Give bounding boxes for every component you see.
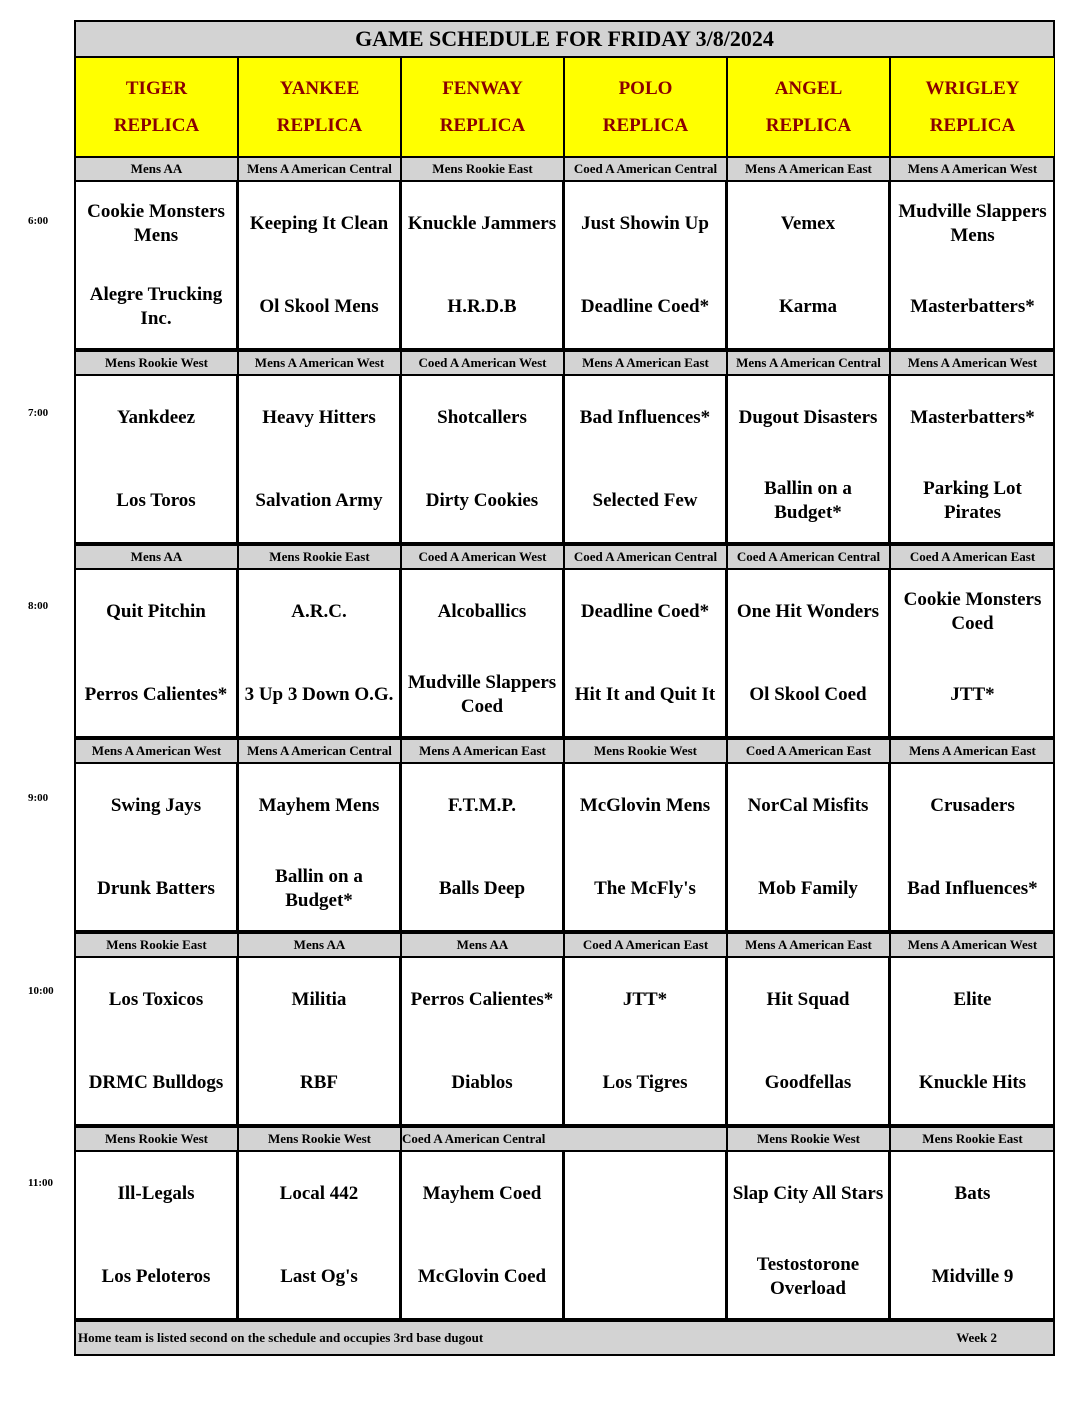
home-team: Knuckle Hits [918, 1071, 1027, 1093]
league-label: Mens A American West [239, 352, 402, 374]
league-label: Coed A American East [909, 549, 1036, 564]
league-label: Mens Rookie East [239, 546, 402, 568]
game-cell [565, 182, 728, 348]
game-cell [891, 376, 1054, 542]
home-team: DRMC Bulldogs [88, 1071, 224, 1093]
league-row [76, 158, 1053, 182]
league-label: Mens Rookie West [239, 1128, 402, 1150]
home-team: Balls Deep [438, 877, 526, 899]
away-team: Shotcallers [437, 406, 527, 428]
home-team: Salvation Army [255, 489, 383, 511]
time-label: 10:00 [28, 985, 54, 997]
league-label: Mens Rookie West [565, 740, 728, 762]
game-cell [891, 570, 1054, 736]
field-header [239, 58, 402, 156]
away-team: Bad Influences* [579, 406, 711, 428]
game-cell [891, 764, 1054, 930]
away-team: Heavy Hitters [262, 406, 376, 428]
home-team: H.R.D.B [447, 295, 517, 317]
game-cell [76, 764, 239, 930]
league-label: Mens A American East [909, 743, 1036, 758]
league-row [76, 740, 1053, 764]
schedule-table [74, 20, 1055, 1356]
home-team: JTT* [950, 683, 995, 705]
game-cell [565, 764, 728, 930]
home-team: Los Peloteros [101, 1265, 211, 1287]
away-team: Alcoballics [437, 600, 527, 622]
league-label: Mens A American West [907, 161, 1038, 176]
field-header [76, 58, 239, 156]
home-team: Bad Influences* [907, 877, 1038, 899]
game-cell [891, 182, 1054, 348]
home-team: Dirty Cookies [425, 489, 539, 511]
time-label: 9:00 [28, 792, 49, 804]
league-label: Mens A American East [565, 352, 728, 374]
league-label: Mens A American Central [239, 158, 402, 180]
game-row [76, 958, 1053, 1128]
field-header [565, 58, 728, 156]
home-team: Deadline Coed* [580, 295, 710, 317]
game-cell [565, 570, 728, 736]
field-name: TIGER [125, 78, 188, 99]
footer-note: Home team is listed second on the schedule and occupies 3rd base dugout [78, 1330, 484, 1345]
home-team: Diablos [451, 1071, 513, 1093]
league-label: Mens A American East [728, 934, 891, 956]
league-row [76, 1128, 1053, 1152]
league-label: Mens Rookie West [76, 1128, 239, 1150]
away-team: Elite [953, 988, 992, 1010]
game-cell [76, 1152, 239, 1318]
away-team: F.T.M.P. [448, 794, 516, 816]
time-label: 11:00 [28, 1177, 54, 1189]
field-header-row [76, 58, 1053, 158]
away-team: Knuckle Jammers [407, 212, 557, 234]
game-cell [239, 570, 402, 736]
game-row [76, 1152, 1053, 1322]
field-sub: REPLICA [439, 115, 526, 136]
home-team: 3 Up 3 Down O.G. [244, 683, 394, 705]
game-cell [402, 958, 565, 1124]
league-label: Mens Rookie West [728, 1128, 891, 1150]
game-cell [239, 1152, 402, 1318]
away-team: Vemex [780, 212, 836, 234]
league-label: Mens A American Central [728, 352, 891, 374]
field-sub: REPLICA [765, 115, 852, 136]
game-cell [728, 570, 891, 736]
game-cell [76, 376, 239, 542]
league-label: Coed A American East [565, 934, 728, 956]
away-team: Slap City All Stars [732, 1182, 884, 1204]
away-team: Dugout Disasters [738, 406, 878, 428]
away-team: Cookie Monsters Mens [87, 200, 225, 246]
away-team: Local 442 [279, 1182, 359, 1204]
home-team: Selected Few [592, 489, 698, 511]
league-label: Mens Rookie East [76, 934, 239, 956]
away-team: One Hit Wonders [736, 600, 880, 622]
game-cell [728, 376, 891, 542]
away-team: Hit Squad [766, 988, 850, 1010]
field-header [728, 58, 891, 156]
game-cell [239, 376, 402, 542]
away-team: Masterbatters* [910, 406, 1035, 428]
away-team: JTT* [622, 988, 668, 1010]
away-team: Yankdeez [116, 406, 196, 428]
game-cell [239, 764, 402, 930]
game-cell [565, 958, 728, 1124]
field-header [891, 58, 1054, 156]
home-team: Goodfellas [764, 1071, 852, 1093]
game-cell [76, 182, 239, 348]
time-label: 6:00 [28, 215, 49, 227]
league-label: Coed A American Central [402, 1128, 728, 1150]
game-row [76, 570, 1053, 740]
game-cell [728, 764, 891, 930]
league-label: Coed A American Central [565, 546, 728, 568]
away-team: Cookie Monsters Coed [903, 588, 1042, 634]
time-label: 7:00 [28, 407, 49, 419]
home-team [565, 1235, 725, 1318]
game-cell [239, 182, 402, 348]
league-row [76, 352, 1053, 376]
field-header [402, 58, 565, 156]
away-team: Just Showin Up [581, 212, 709, 234]
away-team: Mudville Slappers Mens [898, 200, 1047, 246]
week-label: Week 2 [956, 1330, 997, 1345]
game-cell [728, 182, 891, 348]
league-label: Mens A American Central [239, 740, 402, 762]
league-label: Mens A American East [402, 740, 565, 762]
home-team: The McFly's [594, 877, 696, 899]
away-team: Los Toxicos [108, 988, 204, 1010]
time-column [0, 0, 74, 1408]
away-team: Militia [291, 988, 347, 1010]
time-label: 8:00 [28, 600, 49, 612]
away-team [565, 1152, 725, 1235]
home-team: Last Og's [280, 1265, 358, 1287]
home-team: McGlovin Coed [417, 1265, 547, 1287]
field-name: WRIGLEY [925, 78, 1020, 99]
home-team: Los Tigres [602, 1071, 688, 1093]
away-team: NorCal Misfits [747, 794, 869, 816]
game-cell [565, 1152, 728, 1318]
home-team: Ballin on a Budget* [764, 477, 852, 523]
home-team: Karma [778, 295, 838, 317]
game-cell [402, 1152, 565, 1318]
field-sub: REPLICA [113, 115, 200, 136]
home-team: Mudville Slappers Coed [407, 671, 557, 717]
league-label: Mens AA [76, 158, 239, 180]
league-label: Mens A American East [728, 158, 891, 180]
game-cell [565, 376, 728, 542]
away-team: Quit Pitchin [106, 600, 206, 622]
away-team: Swing Jays [110, 794, 202, 816]
home-team: Ballin on a Budget* [275, 865, 363, 911]
league-label: Mens A American West [76, 740, 239, 762]
footer [76, 1322, 1053, 1354]
field-name: ANGEL [774, 78, 843, 99]
game-cell [402, 182, 565, 348]
game-cell [891, 1152, 1054, 1318]
league-label: Mens Rookie East [402, 158, 565, 180]
field-sub: REPLICA [276, 115, 363, 136]
field-name: YANKEE [279, 78, 360, 99]
home-team: Testostorone Overload [756, 1253, 860, 1299]
league-label: Coed A American East [728, 740, 891, 762]
field-sub: REPLICA [929, 115, 1016, 136]
league-label: Mens AA [239, 934, 402, 956]
home-team: Masterbatters* [910, 295, 1035, 317]
game-cell [402, 764, 565, 930]
league-label: Mens Rookie East [922, 1131, 1023, 1146]
game-cell [728, 1152, 891, 1318]
field-sub: REPLICA [602, 115, 689, 136]
away-team: Mayhem Coed [422, 1182, 542, 1204]
away-team: Keeping It Clean [249, 212, 389, 234]
game-row [76, 764, 1053, 934]
home-team: Drunk Batters [97, 877, 215, 899]
game-cell [76, 570, 239, 736]
league-label: Mens AA [402, 934, 565, 956]
home-team: Ol Skool Mens [259, 295, 379, 317]
game-cell [239, 958, 402, 1124]
game-row [76, 182, 1053, 352]
home-team: Ol Skool Coed [749, 683, 867, 705]
away-team: Crusaders [930, 794, 1015, 816]
home-team: Hit It and Quit It [574, 683, 716, 705]
away-team: Bats [954, 1182, 991, 1204]
away-team: McGlovin Mens [579, 794, 711, 816]
home-team: Mob Family [758, 877, 858, 899]
home-team: Los Toros [116, 489, 196, 511]
league-label: Coed A American West [402, 546, 565, 568]
away-team: Ill-Legals [117, 1182, 195, 1204]
field-name: POLO [618, 78, 673, 99]
league-label: Mens AA [76, 546, 239, 568]
game-cell [402, 570, 565, 736]
game-row [76, 376, 1053, 546]
league-row [76, 934, 1053, 958]
field-name: FENWAY [442, 78, 523, 99]
game-cell [891, 958, 1054, 1124]
home-team: Midville 9 [931, 1265, 1014, 1287]
away-team: Deadline Coed* [580, 600, 710, 622]
game-cell [728, 958, 891, 1124]
away-team: Perros Calientes* [410, 988, 554, 1010]
game-cell [76, 958, 239, 1124]
league-label: Coed A American Central [565, 158, 728, 180]
league-label: Coed A American West [402, 352, 565, 374]
home-team: Perros Calientes* [84, 683, 228, 705]
away-team: A.R.C. [291, 600, 347, 622]
league-label: Coed A American Central [728, 546, 891, 568]
league-row [76, 546, 1053, 570]
away-team: Mayhem Mens [258, 794, 380, 816]
league-label: Mens A American West [907, 355, 1038, 370]
home-team: Parking Lot Pirates [923, 477, 1022, 523]
game-cell [402, 376, 565, 542]
league-label: Mens Rookie West [76, 352, 239, 374]
league-label: Mens A American West [907, 937, 1038, 952]
home-team: RBF [300, 1071, 338, 1093]
home-team: Alegre Trucking Inc. [89, 283, 223, 329]
page-title: GAME SCHEDULE FOR FRIDAY 3/8/2024 [76, 22, 1053, 58]
